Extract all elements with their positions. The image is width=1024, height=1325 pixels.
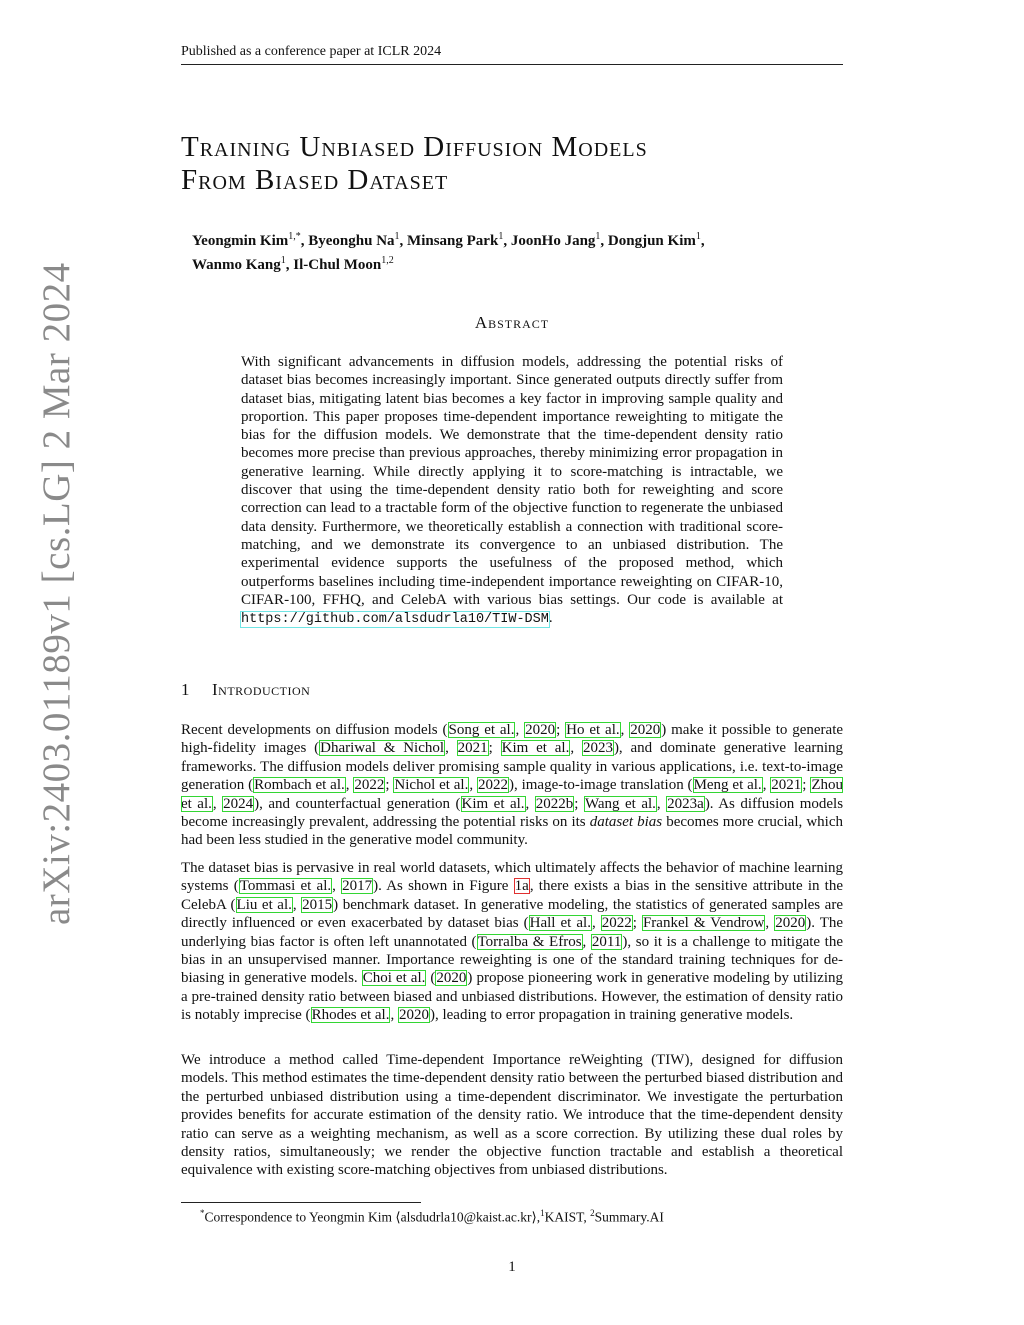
section-number: 1: [181, 680, 190, 699]
affiliation-mark-1: 1: [540, 1208, 545, 1218]
title-line-1: Training Unbiased Diffusion Models: [181, 131, 648, 163]
citation-link[interactable]: Wang et al.: [584, 795, 656, 812]
affiliation-2: Summary.AI: [594, 1209, 664, 1225]
citation-link[interactable]: 2024: [223, 795, 254, 812]
arxiv-stamp: arXiv:2403.01189v1 [cs.LG] 2 Mar 2024: [35, 262, 78, 925]
footnote-text: Correspondence to Yeongmin Kim ⟨alsdudrla10@kaist.ac.kr⟩,: [204, 1209, 541, 1225]
author-name: Byeonghu Na: [308, 233, 395, 249]
citation-link[interactable]: Rombach et al.: [254, 777, 345, 794]
author-name: Il-Chul Moon: [293, 257, 382, 273]
citation-link[interactable]: 2015: [302, 896, 333, 913]
citation-link[interactable]: 2011: [591, 933, 622, 950]
citation-link[interactable]: Frankel & Vendrow: [642, 915, 765, 932]
author-affiliation-mark: 1,2: [381, 255, 394, 266]
citation-link[interactable]: 2020: [436, 970, 467, 987]
intro-paragraph-2: The dataset bias is pervasive in real world datasets, which ultimately affects the behavior of machine learning systems (Tommasi et al., 2017). As shown in Figure 1a, there exists a bias in the sensitive attribute in the CelebA (Liu et al., 2015) benchmark dataset. In generative modeling, the statistics of generated samples are directly influenced or even exacerbated by dataset bias (Hall et al., 2022; Frankel & Vendrow, 2020). The underlying bias factor is often left unannotated (Torralba & Efros, 2011), so it is a challenge to mitigate the bias in an unsupervised manner. Importance reweighting is one of the standard training techniques for de-biasing in generative models. Choi et al. (2020) propose pioneering work in generative modeling by utilizing a pre-trained density ratio between biased and unbiased distributions. However, the estimation of density ratio is notably imprecise (Rhodes et al., 2020), leading to error propagation in training generative models.: [181, 860, 844, 1024]
citation-link[interactable]: Tommasi et al.: [239, 878, 332, 895]
citation-link[interactable]: Nichol et al.: [394, 777, 469, 794]
citation-link[interactable]: Rhodes et al.: [311, 1007, 390, 1024]
citation-link[interactable]: Ho et al.: [566, 722, 620, 738]
section-heading-introduction: [181, 680, 843, 700]
author-name: JoonHo Jang: [510, 233, 596, 249]
author-name: Dongjun Kim: [607, 233, 696, 249]
affiliation-1: KAIST,: [544, 1209, 591, 1225]
title-line-2: From Biased Dataset: [181, 164, 449, 196]
citation-link[interactable]: Torralba & Efros: [477, 933, 582, 950]
emphasis-dataset-bias: dataset bias: [589, 814, 663, 831]
citation-link[interactable]: 2022: [354, 777, 385, 794]
citation-link[interactable]: 2021: [457, 740, 488, 757]
author-affiliation-mark: 1: [595, 231, 601, 242]
author-affiliation-mark: 1,*: [288, 231, 301, 242]
citation-link[interactable]: 2023: [582, 740, 613, 757]
paper-title: [181, 131, 843, 197]
citation-link[interactable]: Song et al.: [448, 722, 515, 738]
author-affiliation-mark: 1: [394, 231, 400, 242]
citation-link[interactable]: Kim et al.: [461, 795, 525, 812]
citation-link[interactable]: Zhou et al.: [181, 777, 843, 812]
intro-paragraph-3: We introduce a method called Time-dependent Importance reWeighting (TIW), designed for diffusion models. This method estimates the time-dependent density ratio between the perturbed biased distribution and the perturbed unbiased distribution using a time-dependent discriminator. We investigate the perturbation provides benefits for accurate estimation of the density ratio. We introduce that the time-dependent density ratio can serve as a weighting mechanism, as well as a score correction. By utilizing these dual roles by density ratios, simultaneously; we render the objective function tractable and establish a theoretical equivalence with existing score-matching objectives from unbiased distributions.: [181, 1052, 843, 1179]
intro-paragraph-1: Recent developments on diffusion models (Song et al., 2020; Ho et al., 2020) make it possible to generate high-fidelity images (Dhariwal & Nichol, 2021; Kim et al., 2023), and dominate generative learning frameworks. The diffusion models deliver promising sample quality in various applications, i.e. text-to-image generation (Rombach et al., 2022; Nichol et al., 2022), image-to-image translation (Meng et al., 2021; Zhou et al., 2024), and counterfactual generation (Kim et al., 2022b; Wang et al., 2023a). As diffusion models become increasingly prevalent, addressing the potential risks on its dataset bias becomes more crucial, which had been less studied in the generative model community.: [181, 722, 844, 849]
citation-link[interactable]: 2021: [771, 777, 802, 794]
citation-link[interactable]: 2022: [477, 777, 508, 794]
abstract-text: [241, 353, 783, 629]
citation-link[interactable]: 2020: [775, 915, 806, 932]
footnote-divider: [181, 1202, 421, 1203]
author-affiliation-mark: 1: [498, 231, 504, 242]
page-number: 1: [508, 1259, 516, 1275]
author-name: Minsang Park: [407, 233, 499, 249]
citation-link[interactable]: Hall et al.: [529, 915, 591, 932]
abstract-heading: Abstract: [474, 313, 550, 332]
citation-link[interactable]: 2017: [342, 878, 373, 895]
citation-link[interactable]: Liu et al.: [236, 896, 292, 913]
citation-link[interactable]: Choi et al.: [362, 970, 426, 987]
citation-link[interactable]: 2022: [601, 915, 632, 932]
citation-link[interactable]: Dhariwal & Nichol: [320, 740, 445, 757]
code-repository-link[interactable]: https://github.com/alsdudrla10/TIW-DSM: [241, 612, 549, 628]
citation-link[interactable]: 2020: [398, 1007, 429, 1024]
citation-link[interactable]: Kim et al.: [501, 740, 570, 757]
footnote: [200, 1208, 840, 1226]
citation-link[interactable]: Meng et al.: [693, 777, 762, 794]
citation-link[interactable]: 2022b: [535, 795, 574, 812]
section-title: Introduction: [212, 680, 311, 699]
abstract-body-text: With significant advancements in diffusion models, addressing the potential risks of dataset bias becomes increasingly important. Since generated outputs directly suffer from dataset bias, mitigating latent bias becomes a key factor in improving sample quality and proportion. This paper proposes time-dependent importance reweighting to mitigate the bias for the diffusion models. We demonstrate that the time-dependent density ratio becomes more precise than previous approaches, thereby minimizing error propagation in generative learning. While directly applying it to score-matching is intractable, we discover that using the time-dependent density ratio both for reweighting and score correction can lead to a tractable form of the objective function to regenerate the unbiased data density. Furthermore, we theoretically establish a connection with traditional score-matching, and we demonstrate its convergence to an unbiased distribution. The experimental evidence supports the usefulness of the proposed method, which outperforms baselines including time-independent importance reweighting on CIFAR-10, CIFAR-100, FFHQ, and CelebA with various bias settings. Our code is available at: [241, 354, 783, 608]
running-header: Published as a conference paper at ICLR 2024: [181, 44, 843, 65]
author-name: Wanmo Kang: [192, 257, 281, 273]
author-name: Yeongmin Kim: [192, 233, 289, 249]
author-affiliation-mark: 1: [695, 231, 701, 242]
footnote-mark: *: [200, 1208, 205, 1218]
author-list: Yeongmin Kim$^{1,*}$, Byeonghu Na$^1$, Minsang Park$^1$, JoonHo Jang$^1$, Dongjun Kim$^1$, Wanmo Kang$^1$, Il-Chul Moon$^{1,2}$: [192, 231, 705, 273]
affiliation-mark-2: 2: [590, 1208, 595, 1218]
author-affiliation-mark: 1: [280, 255, 286, 266]
citation-link[interactable]: 2023a: [667, 795, 704, 812]
citation-link[interactable]: 2020: [525, 722, 556, 738]
figure-reference-link[interactable]: 1a: [514, 878, 529, 895]
citation-link[interactable]: 2020: [630, 722, 661, 738]
abstract-end-punct: .: [548, 610, 553, 627]
